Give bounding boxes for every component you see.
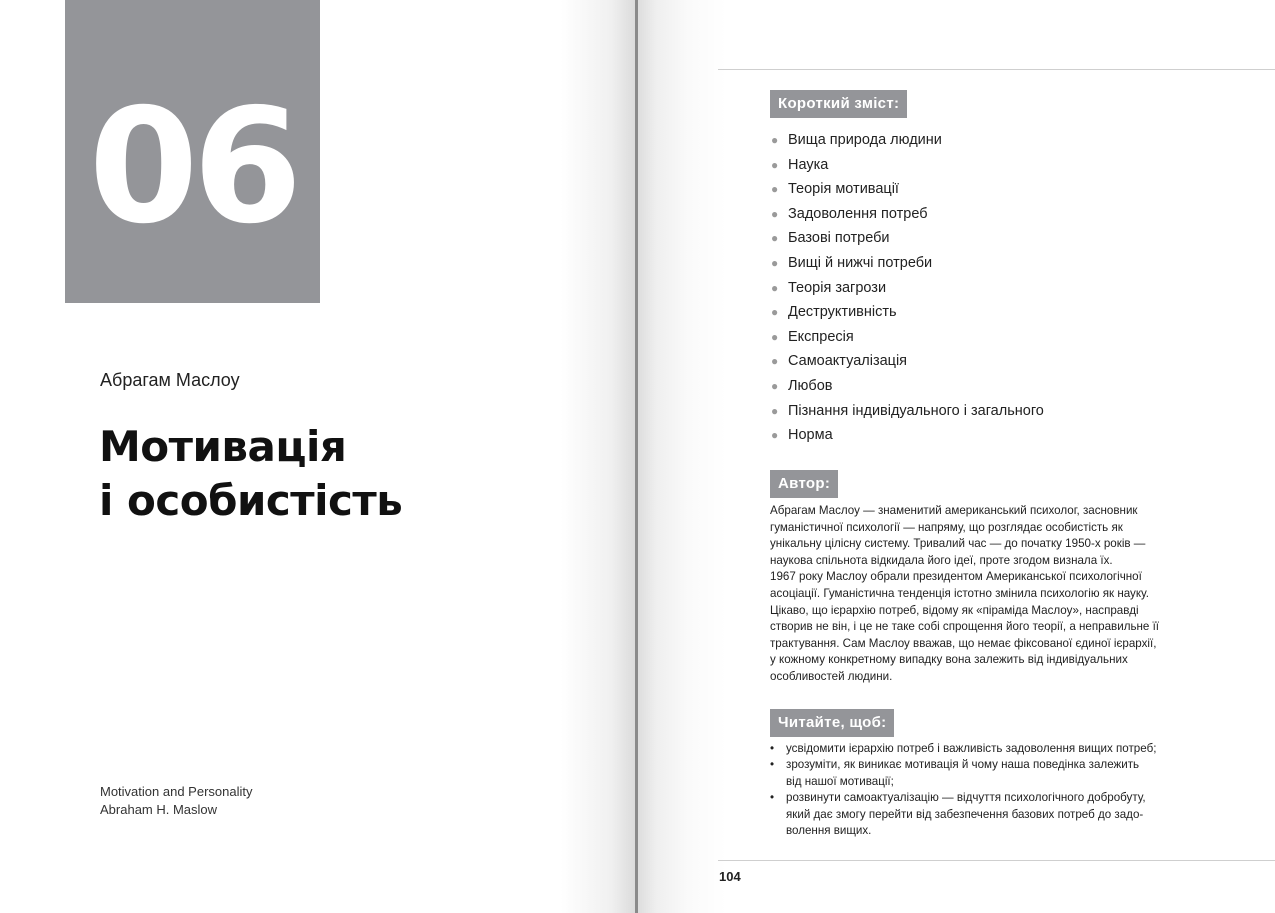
contents-item: ● Наука xyxy=(770,153,1044,178)
contents-item: ● Теорія загрози xyxy=(770,276,1044,301)
header-rule xyxy=(718,69,1275,70)
read-label: Читайте, щоб: xyxy=(770,709,894,737)
book-title-line: Мотивація xyxy=(99,422,347,471)
read-goal-item: • розвинути самоактуалізацію — відчуття психологічного добробуту, який дає змогу перейти від забезпечення базових потреб до задо- волення вищих. xyxy=(770,791,1146,838)
contents-item: ● Самоактуалізація xyxy=(770,349,1044,374)
contents-item: ● Базові потреби xyxy=(770,226,1044,251)
chapter-number: 06 xyxy=(88,75,297,259)
page-number: 104 xyxy=(719,869,741,884)
contents-item: ● Любов xyxy=(770,374,1044,399)
contents-label: Короткий зміст: xyxy=(770,90,907,118)
author-text-line: 1967 року Маслоу обрали президентом Американської психологічної xyxy=(770,570,1142,584)
author-text-line: асоціації. Гуманістична тенденція істотно змінила психологію як науку. xyxy=(770,586,1149,600)
contents-item: ● Норма xyxy=(770,423,1044,448)
author-text-line: трактування. Сам Маслоу вважав, що немає фіксованої єдиної ієрархії, xyxy=(770,636,1157,650)
original-edition-info xyxy=(100,783,252,819)
author-text-line: наукова спільнота відкидала його ідеї, проте згодом визнала їх. xyxy=(770,553,1113,567)
bullet-icon: ● xyxy=(771,255,779,270)
bullet-icon: ● xyxy=(771,157,779,172)
author-text-line: створив не він, і це не таке собі спрощення його теорії, а неправильне її xyxy=(770,620,1160,634)
contents-item: ● Задоволення потреб xyxy=(770,202,1044,227)
contents-list xyxy=(770,128,1044,448)
bullet-icon: ● xyxy=(771,305,779,320)
bullet-icon: • xyxy=(770,791,775,805)
author-description xyxy=(770,503,1200,686)
author-label: Автор: xyxy=(770,470,838,498)
book-spine xyxy=(635,0,638,913)
bullet-icon: ● xyxy=(771,354,779,369)
bullet-icon: ● xyxy=(771,329,779,344)
author-text-line: унікальну цілісну систему. Тривалий час — до початку 1950-х років — xyxy=(770,537,1146,551)
original-author: Abraham H. Maslow xyxy=(100,802,218,817)
read-goal-item: • зрозуміти, як виникає мотивація й чому наша поведінка залежить від нашої мотивації; xyxy=(770,758,1140,788)
author-name: Абрагам Маслоу xyxy=(100,370,240,390)
author-text-line: Абрагам Маслоу — знаменитий американський психолог, засновник xyxy=(770,504,1138,517)
contents-item: ● Вищі й нижчі потреби xyxy=(770,251,1044,276)
bullet-icon: • xyxy=(770,742,775,755)
author-text-line: у кожному конкретному випадку вона залежить від індивідуальних xyxy=(770,653,1128,667)
contents-item: ● Деструктивність xyxy=(770,300,1044,325)
left-page xyxy=(0,0,637,913)
contents-item: ● Вища природа людини xyxy=(770,128,1044,153)
chapter-number-block xyxy=(65,0,320,303)
read-goals-list xyxy=(770,741,1156,839)
bullet-icon: ● xyxy=(771,231,779,246)
contents-item: ● Теорія мотивації xyxy=(770,177,1044,202)
bullet-icon: ● xyxy=(771,280,779,295)
author-text-line: гуманістичної психології — напряму, що розглядає особистість як xyxy=(770,520,1123,534)
bullet-icon: ● xyxy=(771,206,779,221)
bullet-icon: ● xyxy=(771,182,779,197)
bullet-icon: ● xyxy=(771,133,779,147)
contents-item: ● Пізнання індивідуального і загального xyxy=(770,399,1044,424)
bullet-icon: • xyxy=(770,758,775,772)
book-title-line: і особистість xyxy=(99,476,403,525)
bullet-icon: ● xyxy=(771,378,779,393)
bullet-icon: ● xyxy=(771,403,779,418)
author-text-line: особливостей людини. xyxy=(770,669,893,683)
contents-item: ● Експресія xyxy=(770,325,1044,350)
read-goal-item: • усвідомити ієрархію потреб і важливість задоволення вищих потреб; xyxy=(770,741,1156,757)
bullet-icon: ● xyxy=(771,428,779,443)
original-title: Motivation and Personality xyxy=(100,784,253,799)
book-title xyxy=(99,420,402,528)
footer-rule xyxy=(718,860,1275,861)
author-text-line: Цікаво, що ієрархію потреб, відому як «піраміда Маслоу», насправді xyxy=(770,603,1139,617)
